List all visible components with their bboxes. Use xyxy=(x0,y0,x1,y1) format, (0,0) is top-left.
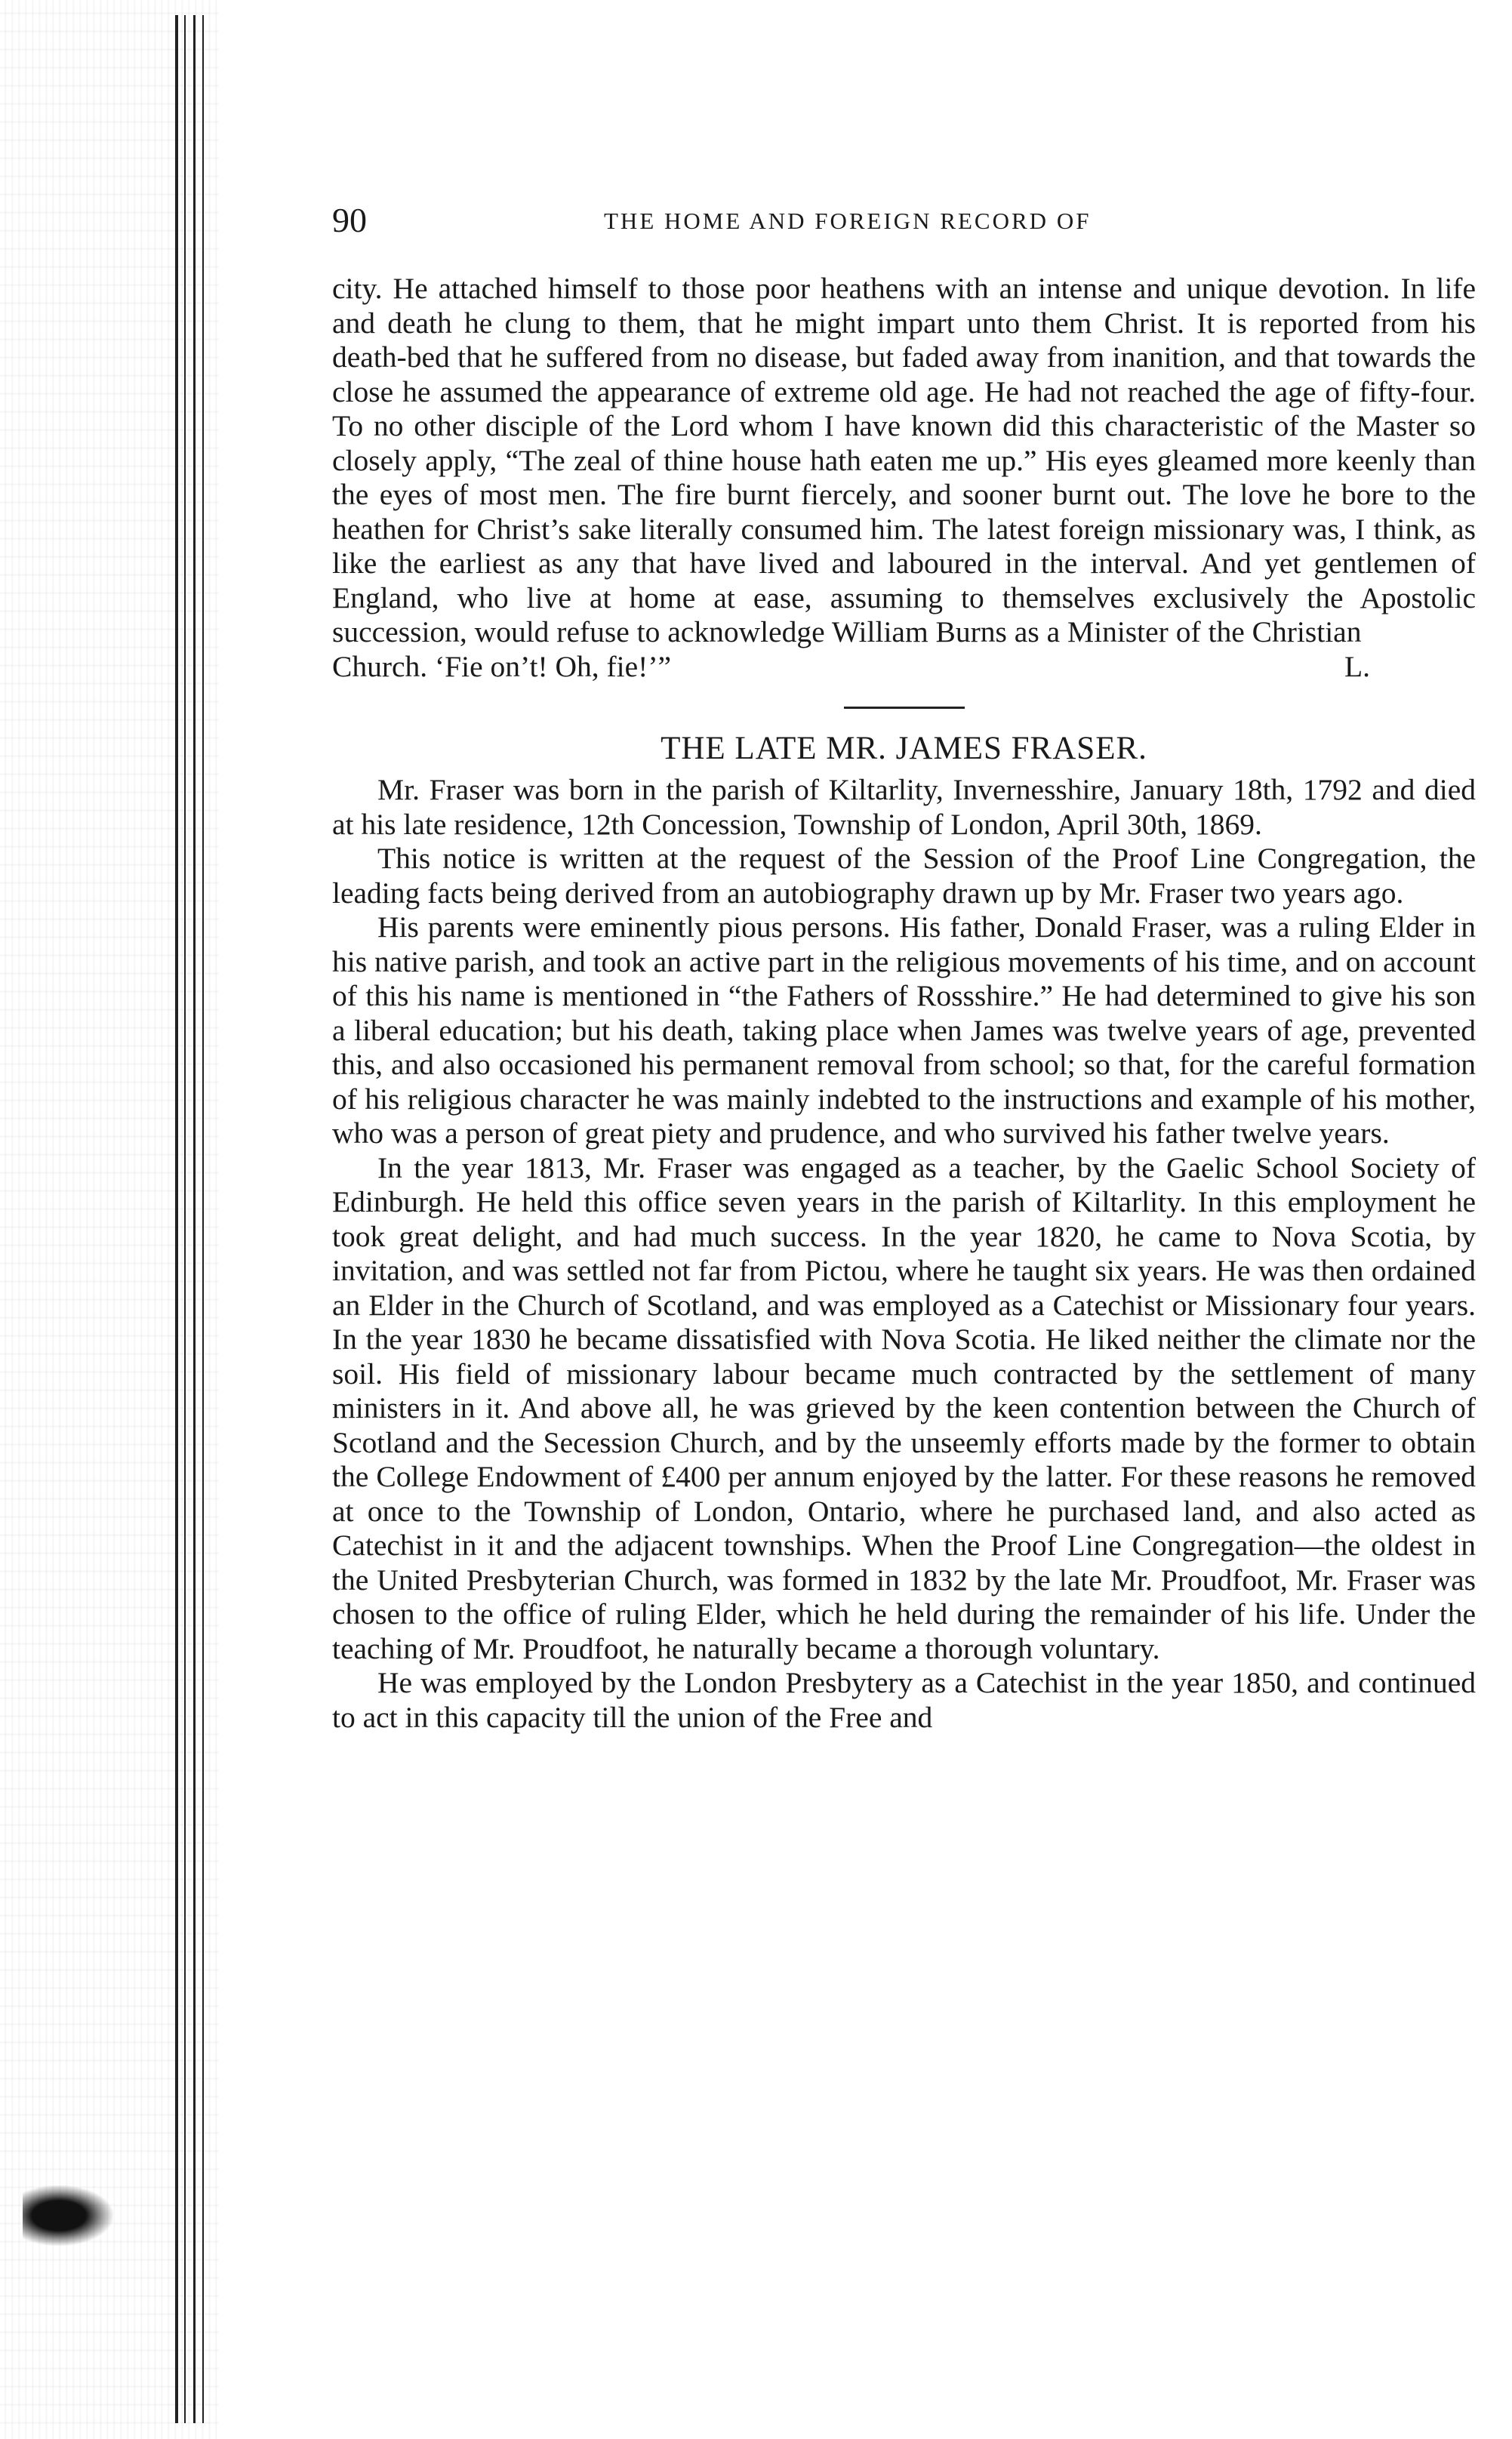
signoff-line xyxy=(332,650,1476,685)
section-divider xyxy=(844,707,965,709)
page-number: 90 xyxy=(332,201,367,239)
running-head-title: THE HOME AND FOREIGN RECORD OF xyxy=(604,208,1092,234)
article-paragraph: His parents were eminently pious persons. His father, Donald Fraser, was a ruling Elder in his native parish, and took an active part in the religious movements of his time, and on account of this his name is mentioned in “the Fathers of Rossshire.” He had determined to give his son a liberal education; but his death, taking place when James was twelve years of age, prevented this, and also occasioned his permanent removal from school; so that, for the careful formation of his religious character he was mainly indebted to the instructions and example of his mother, who was a person of great piety and prudence, and who survived his father twelve years. xyxy=(332,910,1476,1150)
binding-edge-line xyxy=(202,15,204,2423)
continued-article xyxy=(332,272,1476,684)
author-signature: L. xyxy=(1344,649,1370,683)
article-paragraph: Mr. Fraser was born in the parish of Kiltarlity, Invernesshire, January 18th, 1792 and died at his late residence, 12th Concession, Township of London, April 30th, 1869. xyxy=(332,773,1476,841)
page-content xyxy=(332,198,1476,1735)
binding-edge-line xyxy=(184,15,186,2423)
binding-edge-line xyxy=(175,15,178,2423)
continued-paragraph: city. He attached himself to those poor heathens with an intense and unique devotion. In life and death he clung to them, that he might impart unto them Christ. It is reported from his death-bed that he suffered from no disease, but faded away from inanition, and that towards the close he assumed the appearance of extreme old age. He had not reached the age of fifty-four. To no other disciple of the Lord whom I have known did this characteristic of the Master so closely apply, “The zeal of thine house hath eaten me up.” His eyes gleamed more keenly than the eyes of most men. The fire burnt fiercely, and sooner burnt out. The love he bore to the heathen for Christ’s sake literally consumed him. The latest foreign missionary was, I think, as like the earliest as any that have lived and laboured in the interval. And yet gentlemen of England, who live at home at ease, assuming to themselves exclusively the Apostolic succession, would refuse to acknowledge William Burns as a Minister of the Christian xyxy=(332,272,1476,648)
closing-line: Church. ‘Fie on’t! Oh, fie!’” xyxy=(332,649,672,683)
article-body xyxy=(332,773,1476,1735)
article-paragraph: He was employed by the London Presbytery as a Catechist in the year 1850, and continued to act in this capacity till the union of the Free and xyxy=(332,1666,1476,1734)
ink-blot xyxy=(23,2185,113,2246)
running-head xyxy=(332,198,1476,243)
binding-gutter xyxy=(0,0,219,2439)
binding-edge-line xyxy=(193,15,196,2423)
article-title: THE LATE MR. JAMES FRASER. xyxy=(661,731,1147,766)
article-paragraph: In the year 1813, Mr. Fraser was engaged as a teacher, by the Gaelic School Society of Edinburgh. He held this office seven years in the parish of Kiltarlity. In this employment he took great delight, and had much success. In the year 1820, he came to Nova Scotia, by invitation, and was settled not far from Pictou, where he taught six years. He was then ordained an Elder in the Church of Scotland, and was employed as a Catechist or Missionary four years. In the year 1830 he became dissatisfied with Nova Scotia. He liked neither the climate nor the soil. His field of missionary labour became much contracted by the settlement of many ministers in it. And above all, he was grieved by the keen contention between the Church of Scotland and the Secession Church, and by the unseemly efforts made by the former to obtain the College Endowment of £400 per annum enjoyed by the latter. For these reasons he removed at once to the Township of London, Ontario, where he purchased land, and also acted as Catechist in it and the adjacent townships. When the Proof Line Congregation—the oldest in the United Presbyterian Church, was formed in 1832 by the late Mr. Proudfoot, Mr. Fraser was chosen to the office of ruling Elder, which he held during the remainder of his life. Under the teaching of Mr. Proudfoot, he naturally became a thorough voluntary. xyxy=(332,1150,1476,1665)
article-paragraph: This notice is written at the request of the Session of the Proof Line Congregation, the leading facts being derived from an autobiography drawn up by Mr. Fraser two years ago. xyxy=(332,842,1476,910)
